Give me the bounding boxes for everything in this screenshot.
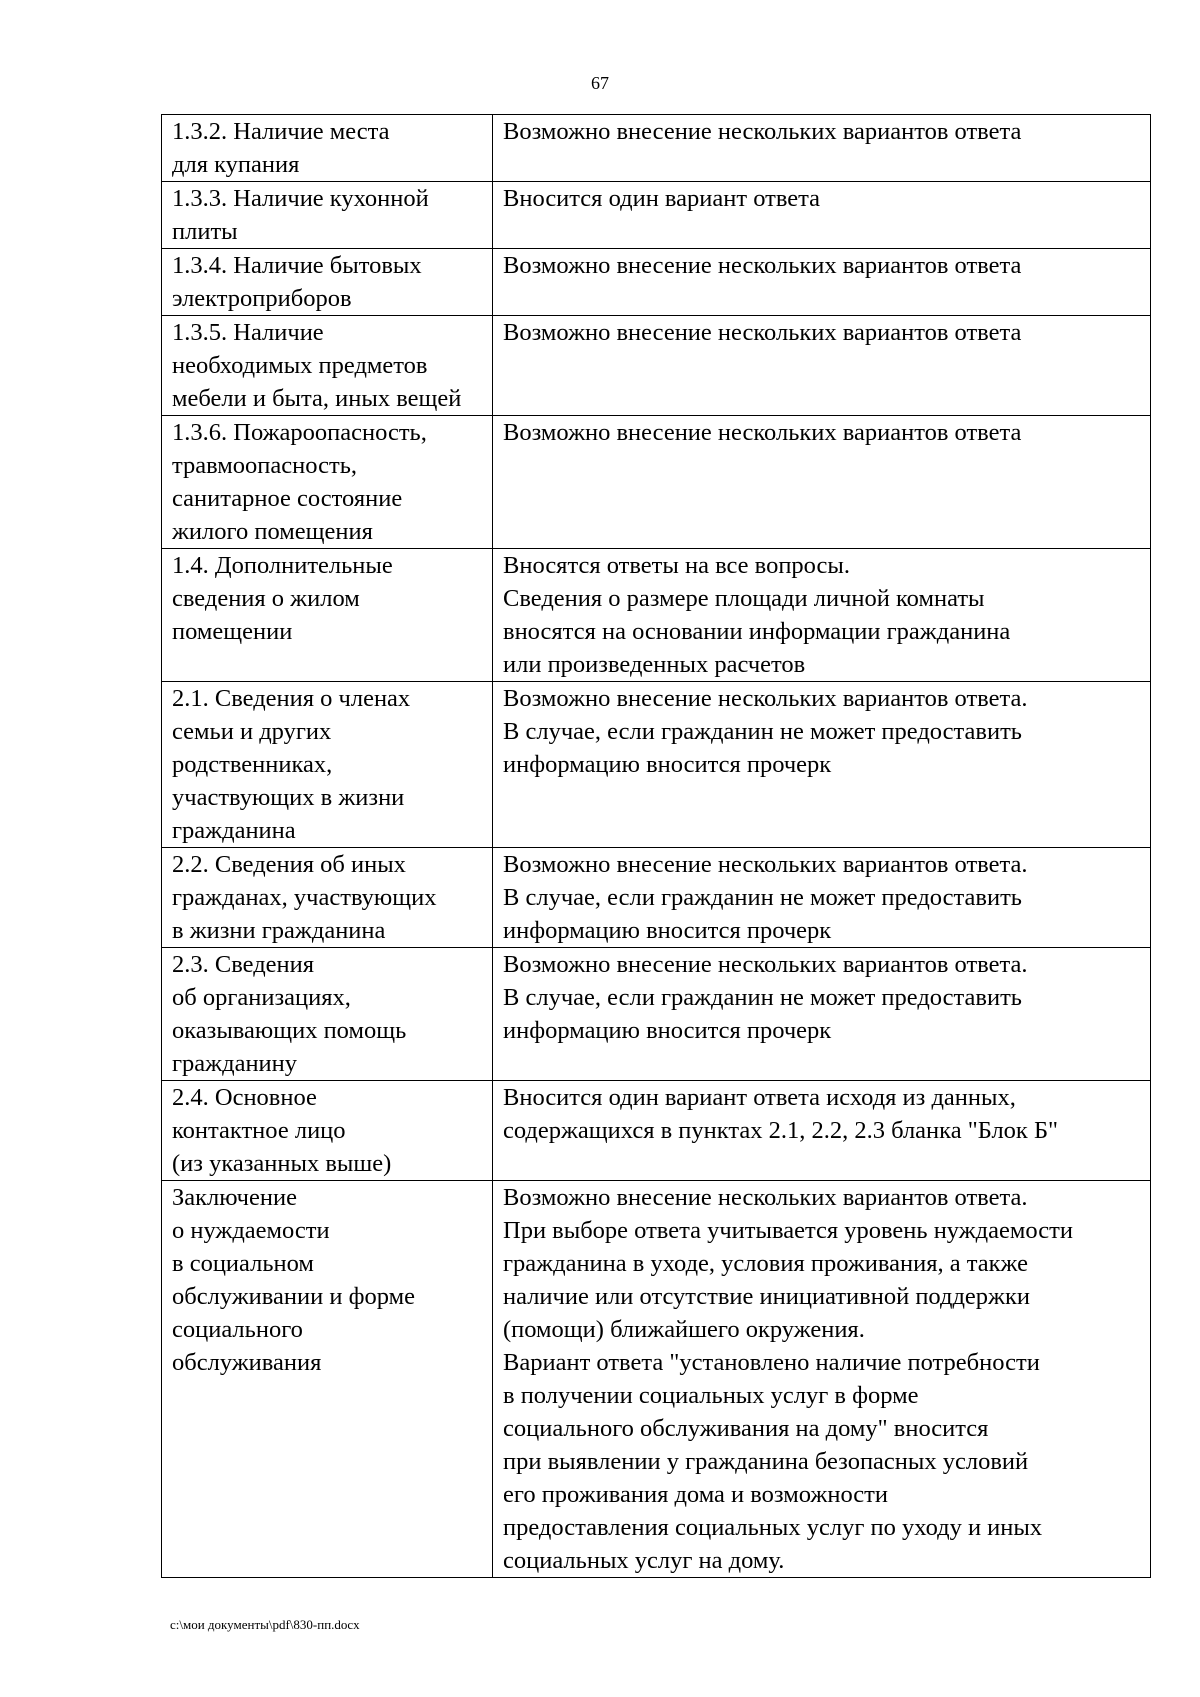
fill-instruction-cell: [493, 115, 1151, 182]
field-name-line: 1.4. Дополнительные: [172, 552, 393, 579]
field-name-line: в социальном: [172, 1250, 314, 1277]
field-name-line: гражданах, участвующих: [172, 884, 437, 911]
field-name-cell: [162, 1181, 493, 1578]
fill-instruction-cell: [493, 416, 1151, 549]
instructions-table: [161, 114, 1151, 1578]
instruction-line: гражданина в уходе, условия проживания, а также: [503, 1250, 1029, 1277]
field-name-line: необходимых предметов: [172, 352, 428, 379]
instruction-line: Вносятся ответы на все вопросы.: [503, 552, 850, 579]
instruction-line: Возможно внесение нескольких вариантов ответа.: [503, 951, 1028, 978]
instruction-line: информацию вносится прочерк: [503, 917, 832, 944]
field-name-cell: [162, 182, 493, 249]
field-name-line: травмоопасность,: [172, 452, 357, 479]
table-row: [162, 549, 1151, 682]
field-name-line: жилого помещения: [172, 518, 373, 545]
field-name-line: сведения о жилом: [172, 585, 360, 612]
table-row: [162, 948, 1151, 1081]
table-row: [162, 316, 1151, 416]
instruction-line: Возможно внесение нескольких вариантов ответа.: [503, 1184, 1028, 1211]
field-name-line: об организациях,: [172, 984, 351, 1011]
table-row: [162, 1181, 1151, 1578]
instruction-line: В случае, если гражданин не может предоставить: [503, 884, 1022, 911]
field-name-line: (из указанных выше): [172, 1150, 392, 1177]
fill-instruction-cell: [493, 948, 1151, 1081]
field-name-line: гражданину: [172, 1050, 298, 1077]
instruction-line: Возможно внесение нескольких вариантов ответа: [503, 419, 1022, 446]
field-name-line: обслуживании и форме: [172, 1283, 415, 1310]
field-name-line: помещении: [172, 618, 293, 645]
fill-instruction-cell: [493, 848, 1151, 948]
field-name-line: 1.3.3. Наличие кухонной: [172, 185, 429, 212]
fill-instruction-cell: [493, 249, 1151, 316]
fill-instruction-cell: [493, 1081, 1151, 1181]
instruction-line: Вносится один вариант ответа: [503, 185, 821, 212]
field-name-line: 2.3. Сведения: [172, 951, 315, 978]
instruction-line: социального обслуживания на дому" вносится: [503, 1415, 989, 1442]
table-row: [162, 249, 1151, 316]
instruction-line: информацию вносится прочерк: [503, 1017, 832, 1044]
field-name-line: электроприборов: [172, 285, 352, 312]
table-row: [162, 1081, 1151, 1181]
field-name-line: мебели и быта, иных вещей: [172, 385, 462, 412]
field-name-cell: [162, 316, 493, 416]
table-row: [162, 682, 1151, 848]
field-name-cell: [162, 115, 493, 182]
instruction-line: Возможно внесение нескольких вариантов ответа: [503, 118, 1022, 145]
field-name-line: санитарное состояние: [172, 485, 403, 512]
field-name-cell: [162, 848, 493, 948]
fill-instruction-cell: [493, 682, 1151, 848]
instruction-line: Вносится один вариант ответа исходя из данных,: [503, 1084, 1016, 1111]
field-name-cell: [162, 1081, 493, 1181]
field-name-line: 1.3.2. Наличие места: [172, 118, 390, 145]
field-name-line: 2.4. Основное: [172, 1084, 317, 1111]
instruction-line: информацию вносится прочерк: [503, 751, 832, 778]
instruction-line: предоставления социальных услуг по уходу и иных: [503, 1514, 1043, 1541]
field-name-cell: [162, 249, 493, 316]
instruction-line: Сведения о размере площади личной комнаты: [503, 585, 985, 612]
field-name-line: участвующих в жизни: [172, 784, 405, 811]
instruction-line: Возможно внесение нескольких вариантов ответа.: [503, 685, 1028, 712]
field-name-line: 1.3.4. Наличие бытовых: [172, 252, 422, 279]
instruction-line: при выявлении у гражданина безопасных условий: [503, 1448, 1029, 1475]
field-name-line: плиты: [172, 218, 238, 245]
field-name-line: обслуживания: [172, 1349, 322, 1376]
field-name-line: 2.2. Сведения об иных: [172, 851, 406, 878]
field-name-line: семьи и других: [172, 718, 332, 745]
instruction-line: Возможно внесение нескольких вариантов ответа.: [503, 851, 1028, 878]
instruction-line: В случае, если гражданин не может предоставить: [503, 984, 1022, 1011]
field-name-line: 2.1. Сведения о членах: [172, 685, 411, 712]
field-name-line: родственниках,: [172, 751, 333, 778]
table-row: [162, 848, 1151, 948]
instruction-line: в получении социальных услуг в форме: [503, 1382, 919, 1409]
instruction-line: Возможно внесение нескольких вариантов ответа: [503, 252, 1022, 279]
field-name-line: 1.3.6. Пожароопасность,: [172, 419, 427, 446]
instruction-line: социальных услуг на дому.: [503, 1547, 785, 1574]
instruction-line: его проживания дома и возможности: [503, 1481, 889, 1508]
field-name-line: контактное лицо: [172, 1117, 346, 1144]
page-number: 67: [591, 73, 609, 93]
field-name-line: 1.3.5. Наличие: [172, 319, 324, 346]
table-row: [162, 416, 1151, 549]
field-name-cell: [162, 682, 493, 848]
instruction-line: вносятся на основании информации гражданина: [503, 618, 1011, 645]
field-name-line: Заключение: [172, 1184, 297, 1211]
field-name-line: социального: [172, 1316, 303, 1343]
instruction-line: В случае, если гражданин не может предоставить: [503, 718, 1022, 745]
fill-instruction-cell: [493, 182, 1151, 249]
instruction-line: или произведенных расчетов: [503, 651, 806, 678]
instruction-line: При выборе ответа учитывается уровень нуждаемости: [503, 1217, 1073, 1244]
field-name-line: о нуждаемости: [172, 1217, 330, 1244]
field-name-line: в жизни гражданина: [172, 917, 386, 944]
instruction-line: Вариант ответа "установлено наличие потребности: [503, 1349, 1040, 1376]
field-name-cell: [162, 948, 493, 1081]
instruction-line: (помощи) ближайшего окружения.: [503, 1316, 865, 1343]
field-name-line: для купания: [172, 151, 300, 178]
instruction-line: содержащихся в пунктах 2.1, 2.2, 2.3 бланка "Блок Б": [503, 1117, 1059, 1144]
instruction-line: наличие или отсутствие инициативной поддержки: [503, 1283, 1030, 1310]
instruction-line: Возможно внесение нескольких вариантов ответа: [503, 319, 1022, 346]
file-path-footer: c:\мои документы\pdf\830-пп.docx: [170, 1617, 360, 1632]
field-name-cell: [162, 416, 493, 549]
field-name-line: гражданина: [172, 817, 296, 844]
table-row: [162, 182, 1151, 249]
table-row: [162, 115, 1151, 182]
field-name-cell: [162, 549, 493, 682]
fill-instruction-cell: [493, 316, 1151, 416]
fill-instruction-cell: [493, 1181, 1151, 1578]
field-name-line: оказывающих помощь: [172, 1017, 407, 1044]
fill-instruction-cell: [493, 549, 1151, 682]
